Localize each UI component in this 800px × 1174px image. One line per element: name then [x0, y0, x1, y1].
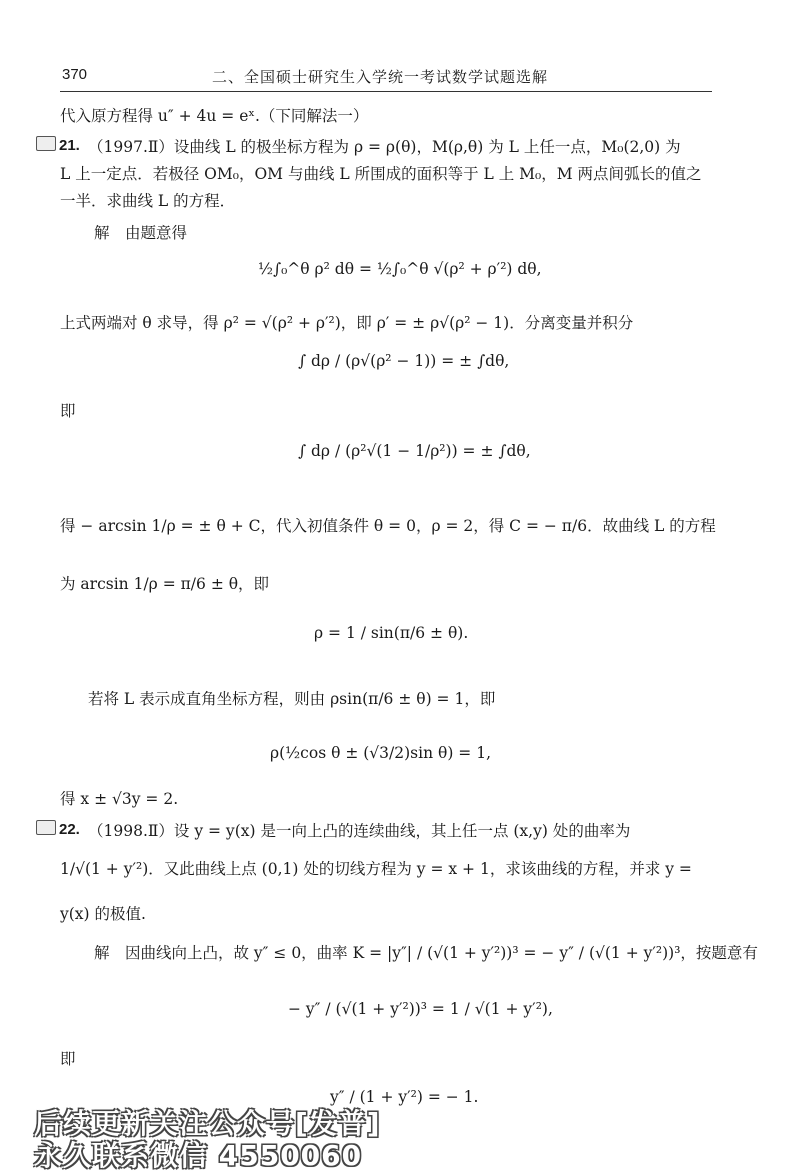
text-line: 为 arcsin 1/ρ = π/6 ± θ，即 [60, 575, 270, 593]
text-line: 代入原方程得 u″ + 4u = eˣ.（下同解法一） [60, 107, 369, 125]
text-line: 得 − arcsin 1/ρ = ± θ + C，代入初值条件 θ = 0，ρ = 2，得 C = − π/6．故曲线 L 的方程 [60, 517, 716, 535]
problem-number: 22. [59, 821, 80, 838]
problem-icon [36, 136, 56, 151]
problem-21-line-3: 一半．求曲线 L 的方程． [60, 192, 236, 210]
problem-21-marker [36, 136, 80, 154]
problem-22-line-3: y(x) 的极值. [60, 905, 146, 923]
text-line: 得 x ± √3y = 2. [60, 790, 179, 808]
text-line: 若将 L 表示成直角坐标方程，则由 ρsin(π/6 ± θ) = 1，即 [88, 690, 496, 708]
problem-22-line-1: （1998.Ⅱ）设 y = y(x) 是一向上凸的连续曲线，其上任一点 (x,y) 处的曲率为 [88, 822, 631, 840]
problem-icon [36, 820, 56, 835]
equation-2: ∫ dρ / (ρ√(ρ² − 1)) = ± ∫dθ, [298, 352, 510, 370]
problem-21-line-1: （1997.Ⅱ）设曲线 L 的极坐标方程为 ρ = ρ(θ)，M(ρ,θ) 为 L 上任一点，M₀(2,0) 为 [88, 138, 681, 156]
watermark-line-2: 永久联系微信 4550060 [34, 1139, 363, 1172]
equation-4: ρ = 1 / sin(π/6 ± θ). [314, 624, 469, 642]
problem-number: 21. [59, 137, 80, 154]
problem-21-line-2: L 上一定点．若极径 OM₀，OM 与曲线 L 所围成的面积等于 L 上 M₀，M 两点间弧长的值之 [60, 165, 702, 183]
text-line: 即 [60, 1050, 76, 1068]
header-rule [60, 91, 712, 92]
page-header [62, 66, 712, 86]
equation-7: y″ / (1 + y′²) = − 1. [330, 1088, 479, 1106]
text-line: 上式两端对 θ 求导，得 ρ² = √(ρ² + ρ′²)，即 ρ′ = ± ρ√(ρ² − 1)．分离变量并积分 [60, 314, 634, 332]
problem-22-line-2: 1/√(1 + y′²)．又此曲线上点 (0,1) 处的切线方程为 y = x + 1，求该曲线的方程，并求 y = [60, 860, 692, 878]
page-number: 370 [62, 66, 88, 83]
text-line: 即 [60, 402, 76, 420]
equation-1: ½∫₀^θ ρ² dθ = ½∫₀^θ √(ρ² + ρ′²) dθ, [258, 260, 542, 278]
watermark-line-1: 后续更新关注公众号[发普] [34, 1107, 381, 1140]
running-title: 二、全国硕士研究生入学统一考试数学试题选解 [212, 68, 549, 86]
problem-22-marker [36, 820, 80, 838]
solution-heading: 解 由题意得 [94, 224, 188, 242]
equation-5: ρ(½cos θ ± (√3/2)sin θ) = 1, [270, 744, 491, 762]
equation-3: ∫ dρ / (ρ²√(1 − 1/ρ²)) = ± ∫dθ, [298, 442, 531, 460]
solution-line: 解 因曲线向上凸，故 y″ ≤ 0，曲率 K = |y″| / (√(1 + y′²))³ = − y″ / (√(1 + y′²))³，按题意有 [94, 944, 758, 962]
equation-6: − y″ / (√(1 + y′²))³ = 1 / √(1 + y′²), [288, 1000, 553, 1018]
